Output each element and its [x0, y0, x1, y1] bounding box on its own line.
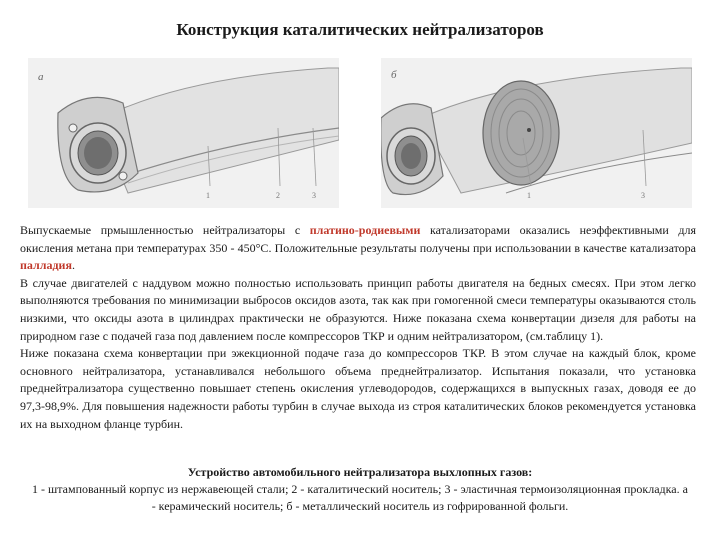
- p1-text-middle: катализаторами оказались неэффективными для окисления метана при температурах 350 - 450°С. Положительные результаты получены при использовании в качестве катализатора: [20, 223, 696, 255]
- figure-b-label: б: [391, 69, 397, 81]
- p1-text-before: Выпускаемые прмышленностью нейтрализаторы с: [20, 223, 310, 237]
- highlight-palladium: палладия: [20, 258, 72, 273]
- paragraph-1: [20, 222, 696, 275]
- converter-illustration-b: [381, 58, 692, 208]
- callout-3: 3: [312, 191, 316, 200]
- figure-a-label: а: [38, 71, 44, 83]
- p1-text-after: .: [71, 258, 75, 273]
- highlight-platinum-rhodium: платино-родиевыми: [309, 223, 421, 237]
- callout-1: 1: [527, 191, 531, 200]
- figure-ceramic-converter: [28, 58, 339, 208]
- callout-1: 1: [206, 191, 210, 200]
- callout-2: 2: [276, 191, 280, 200]
- paragraph-2: В случае двигателей с наддувом можно полностью использовать принцип работы двигателя на бедных смесях. При этом легко выполняются требования по минимизации выбросов оксидов азота, так как при гомогенной смеси температуры оказываются столь низкими, что оксиды азота в цилиндрах практически не образуются. Ниже показана схема конвертации дизеля для работы на природном газе с подачей газа под давлением после компрессоров ТКР и одним нейтрализатором, (см.таблицу 1).: [20, 275, 696, 343]
- body-text: [20, 222, 696, 433]
- figure-metal-converter: [381, 58, 692, 208]
- page-title: Конструкция каталитических нейтрализаторов: [176, 20, 544, 39]
- caption-title: Устройство автомобильного нейтрализатора выхлопных газов:: [187, 465, 533, 479]
- paragraph-3: Ниже показана схема конвертации при эжекционной подаче газа до компрессоров ТКР. В этом случае на каждый блок, кроме основного нейтрализатора, устанавливался небольшого объема преднейтрализатор. Испытания показали, что установка преднейтрализатора существенно повышает степень окисления углеводородов, содержащихся в выпускных газах, доводя ее до 97,3-98,9%. Для повышения надежности работы турбин в случае выхода из строя каталитических блоков рекомендуется установка их на выходном фланце турбин.: [20, 346, 696, 431]
- caption-text: 1 - штампованный корпус из нержавеющей стали; 2 - каталитический носитель; 3 - эластичная термоизоляционная прокладка. а - керамический носитель; б - металлический носитель из гофрированной фольги.: [32, 482, 688, 513]
- figure-caption: [32, 464, 688, 515]
- converter-illustration-a: [28, 58, 339, 208]
- callout-3: 3: [641, 191, 645, 200]
